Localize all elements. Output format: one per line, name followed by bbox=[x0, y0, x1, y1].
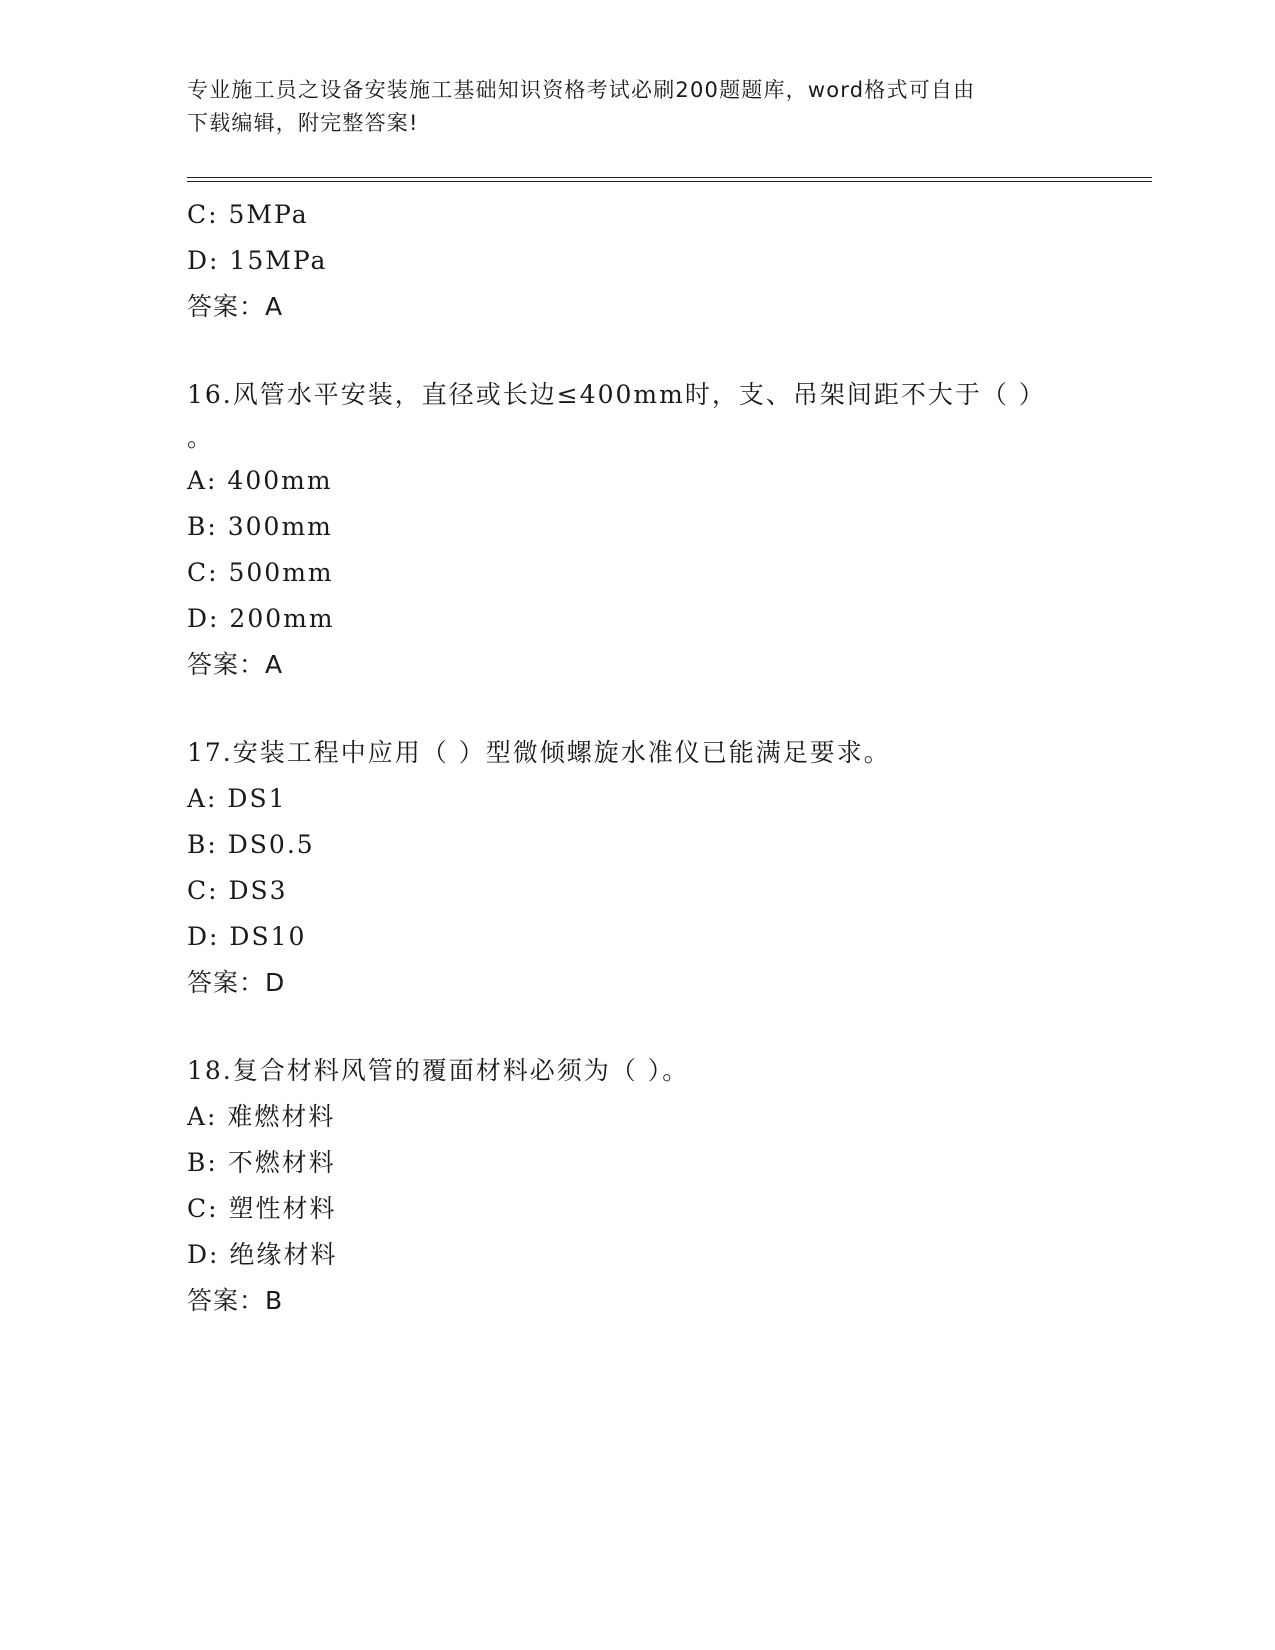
question-title-continuation: 。 bbox=[187, 423, 213, 452]
option-c: C: 塑性材料 bbox=[187, 1194, 337, 1223]
document-header bbox=[187, 74, 1087, 140]
answer-line: 答案：A bbox=[187, 650, 284, 679]
question-title: 17.安装工程中应用（ ）型微倾螺旋水准仪已能满足要求。 bbox=[187, 738, 891, 767]
option-b: B: DS0.5 bbox=[187, 830, 315, 859]
option-a: A: 难燃材料 bbox=[187, 1102, 336, 1131]
question-17 bbox=[187, 730, 1147, 1006]
header-divider-bottom bbox=[187, 181, 1152, 182]
option-d: D: 绝缘材料 bbox=[187, 1240, 338, 1269]
option-d: D: 15MPa bbox=[187, 246, 328, 275]
prev-question-options bbox=[187, 192, 1147, 330]
question-18 bbox=[187, 1048, 1147, 1324]
question-title: 18.复合材料风管的覆面材料必须为（ ）。 bbox=[187, 1056, 690, 1085]
question-title: 16.风管水平安装，直径或长边≤400mm时，支、吊架间距不大于（ ） bbox=[187, 380, 1046, 409]
answer-line: 答案：A bbox=[187, 292, 284, 321]
option-a: A: DS1 bbox=[187, 784, 287, 813]
option-d: D: DS10 bbox=[187, 922, 307, 951]
option-c: C: 500mm bbox=[187, 558, 334, 587]
question-16 bbox=[187, 372, 1147, 688]
option-b: B: 300mm bbox=[187, 512, 333, 541]
option-c: C: DS3 bbox=[187, 876, 288, 905]
option-b: B: 不燃材料 bbox=[187, 1148, 336, 1177]
header-line-2: 下载编辑，附完整答案! bbox=[187, 111, 419, 135]
answer-line: 答案：B bbox=[187, 1286, 284, 1315]
header-line-1: 专业施工员之设备安装施工基础知识资格考试必刷200题题库，word格式可自由 bbox=[187, 78, 976, 102]
header-divider-top bbox=[187, 177, 1152, 178]
question-content bbox=[187, 192, 1147, 1324]
option-c: C: 5MPa bbox=[187, 200, 309, 229]
option-d: D: 200mm bbox=[187, 604, 335, 633]
option-a: A: 400mm bbox=[187, 466, 333, 495]
answer-line: 答案：D bbox=[187, 968, 286, 997]
